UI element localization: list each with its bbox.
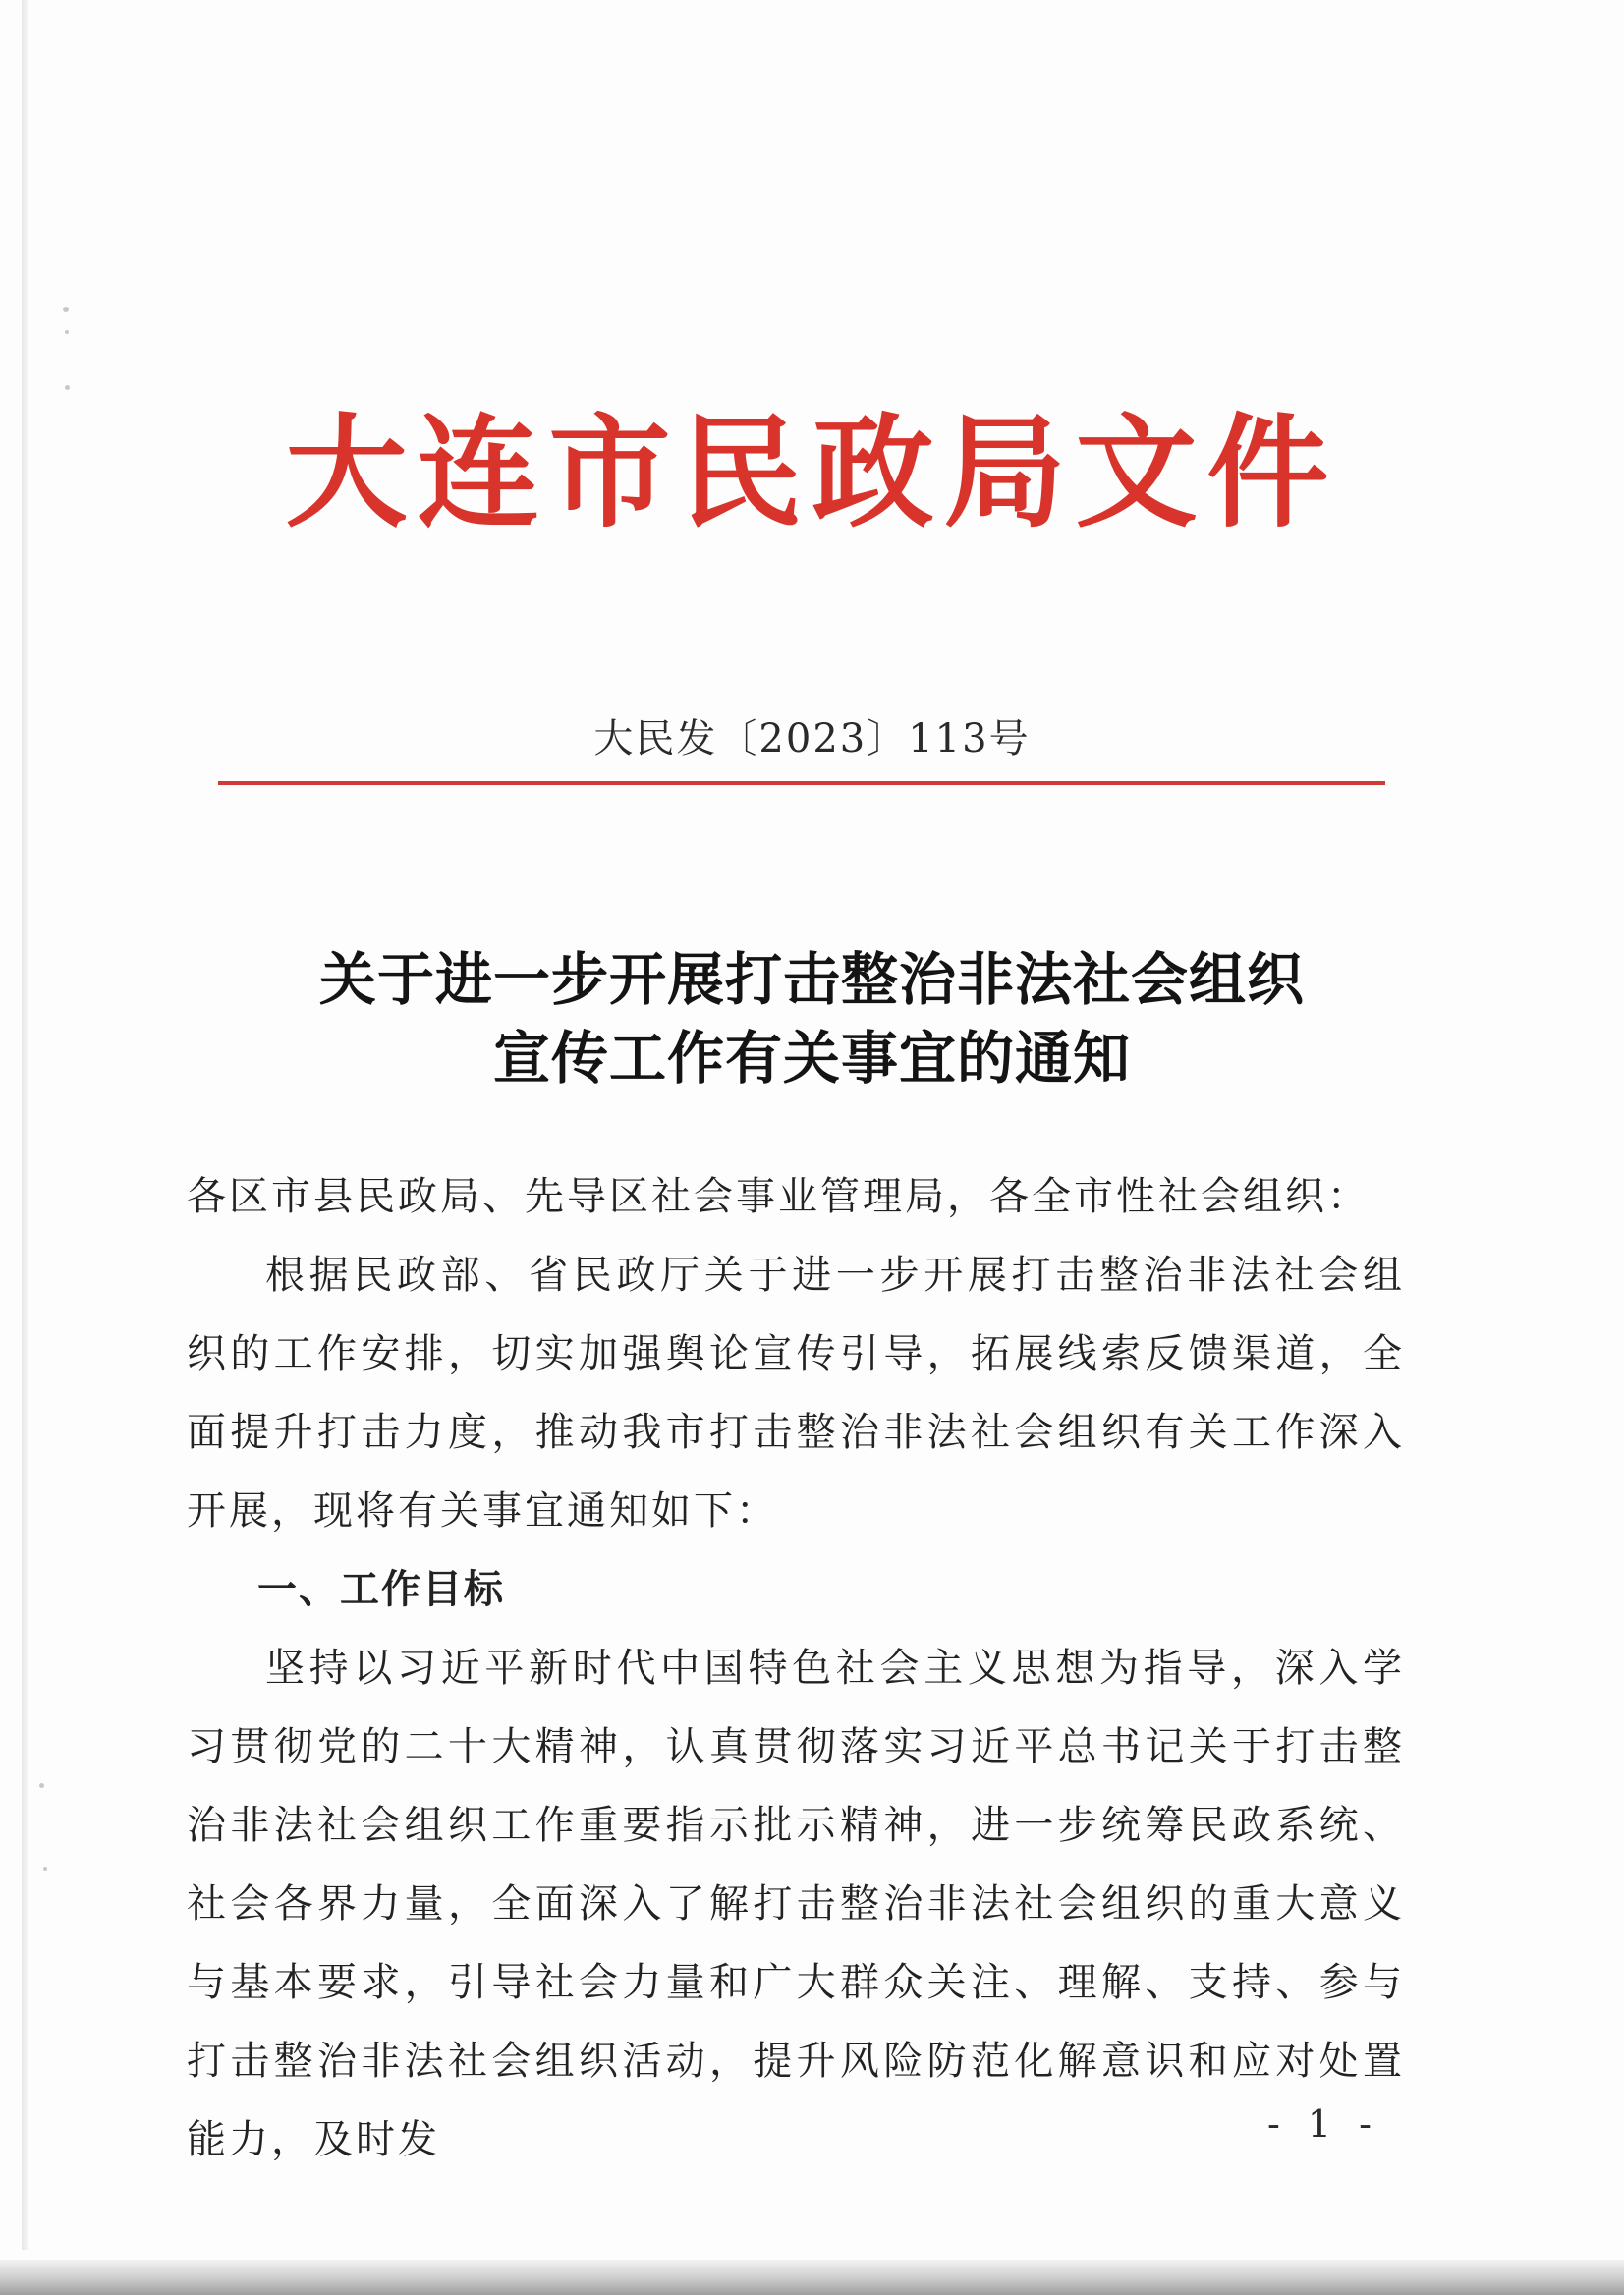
scan-edge-left [22, 0, 29, 2250]
intro-paragraph: 根据民政部、省民政厅关于进一步开展打击整治非法社会组织的工作安排，切实加强舆论宣传引导，拓展线索反馈渠道，全面提升打击力度，推动我市打击整治非法社会组织有关工作深入开展，现将有关事宜通知如下： [187, 1253, 1405, 1534]
scan-speck [43, 1867, 47, 1871]
page-number: - 1 - [1267, 2102, 1380, 2146]
scan-speck [39, 1783, 44, 1788]
scan-speck [65, 330, 69, 334]
addressee: 各区市县民政局、先导区社会事业管理局，各全市性社会组织： [187, 1174, 1370, 1219]
document-body [187, 1157, 1405, 2179]
document-number: 大民发〔2023〕113号 [593, 716, 1031, 761]
scan-speck [65, 385, 70, 390]
section-paragraph-goals: 坚持以习近平新时代中国特色社会主义思想为指导，深入学习贯彻党的二十大精神，认真贯彻落实习近平总书记关于打击整治非法社会组织工作重要指示批示精神，进一步统筹民政系统、社会各界力量，全面深入了解打击整治非法社会组织的重大意义与基本要求，引导社会力量和广大群众关注、理解、支持、参与打击整治非法社会组织活动，提升风险防范化解意识和应对处置能力，及时发 [187, 1646, 1405, 2162]
scan-edge-bottom [0, 2260, 1624, 2295]
issuer-header-title: 大连市民政局文件 [285, 402, 1339, 544]
notice-title-line-2: 宣传工作有关事宜的通知 [492, 1025, 1131, 1092]
notice-title-line-1: 关于进一步开展打击整治非法社会组织 [318, 946, 1305, 1013]
section-heading-goals: 一、工作目标 [257, 1567, 505, 1612]
scan-speck [63, 307, 69, 312]
red-divider-line [218, 781, 1385, 785]
